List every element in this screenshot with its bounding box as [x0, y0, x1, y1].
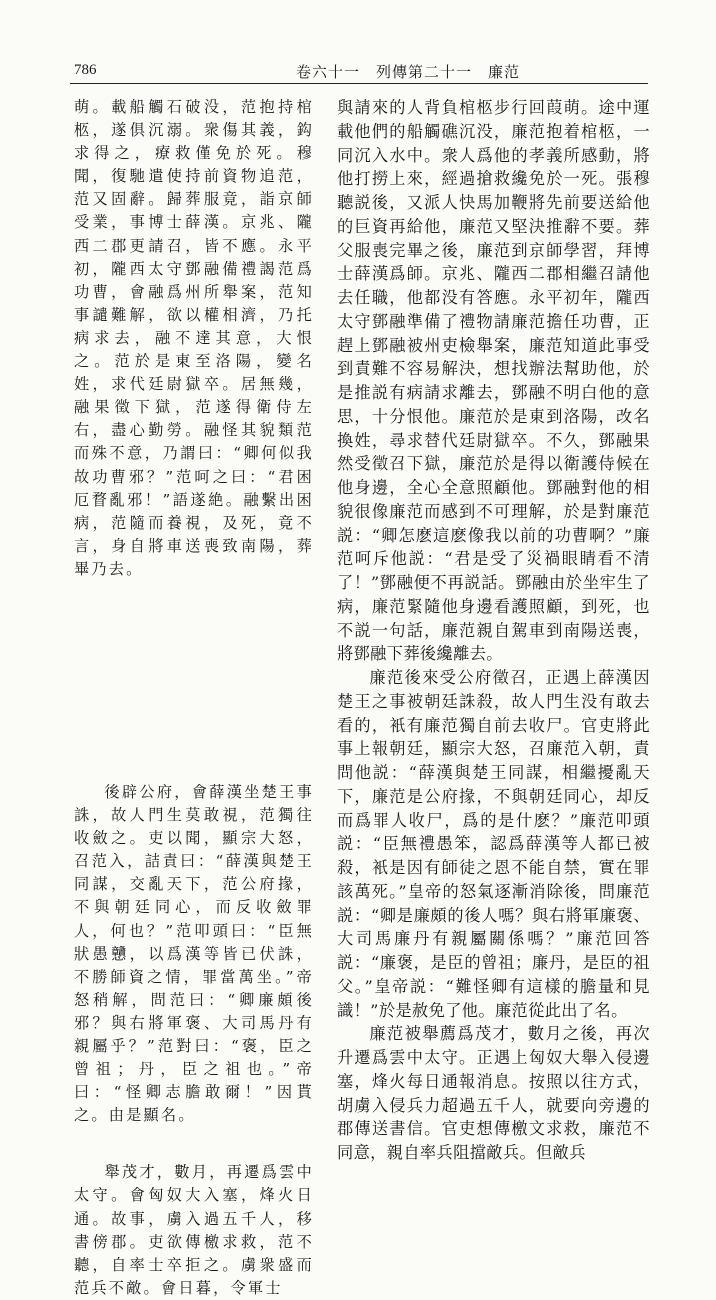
- classical-paragraph-3: 舉茂才，數月，再遷爲雲中太守。會匈奴大入塞，烽火日通。故事，虜入過五千人，移書傍郡。吏欲傳檄求救，范不聽，自率士卒拒之。虜衆盛而范兵不敵。會日暮，令軍士: [74, 1163, 314, 1297]
- header-rule: [70, 83, 648, 84]
- vernacular-text-column: [337, 96, 650, 1165]
- classical-text-column: [74, 96, 314, 1300]
- vernacular-paragraph-2: 廉范後來受公府徵召，正遇上薛漢因楚王之事被朝廷誅殺，故人門生没有敢去看的，衹有廉范獨自前去收尸。官吏將此事上報朝廷，顯宗大怒，召廉范入朝，責問他説：“薛漢與楚王同謀，相繼擾亂天下，廉范是公府掾，不與朝廷同心，却反而爲罪人收尸，爲的是什麽？”廉范叩頭説：“臣無禮愚笨，認爲薛漢等人都已被殺，衹是因有師徒之恩不能自禁，實在罪該萬死。”皇帝的怒氣逐漸消除後，問廉范説：“卿是廉頗的後人嗎？與右將軍廉褒、大司馬廉丹有親屬關係嗎？”廉范回答説：“廉褒，是臣的曾祖；廉丹，是臣的祖父。”皇帝説：“難怪卿有這樣的膽量和見識！”於是赦免了他。廉范從此出了名。: [337, 668, 650, 1020]
- classical-paragraph-1: 萌。載船觸石破没，范抱持棺柩，遂俱沉溺。衆傷其義，鈎求得之，療救僅免於死。穆聞，復馳遣使持前資物追范，范又固辭。歸葬服竟，詣京師受業，事博士薛漢。京兆、隴西二郡更請召，皆不應。永平初，隴西太守鄧融備禮謁范爲功曹，會融爲州所舉案，范知事譴難解，欲以權相濟，乃托病求去，融不達其意，大恨之。范於是東至洛陽，變名姓，求代廷尉獄卒。居無幾，融果徵下獄，范遂得衛侍左右，盡心勤勞。融怪其貌類范而殊不意，乃謂曰：“卿何似我故功曹邪？”范呵之曰：“君困厄瞀亂邪！”語遂絶。融繫出困病，范隨而養視，及死，竟不言，身自將車送喪致南陽，葬畢乃去。: [74, 98, 314, 578]
- page-header: [0, 54, 716, 82]
- classical-paragraph-2: 後辟公府，會薛漢坐楚王事誅，故人門生莫敢視，范獨往收斂之。吏以聞，顯宗大怒，召范入，詰責曰：“薛漢與楚王同謀，交亂天下，范公府掾，不與朝廷同心，而反收斂罪人，何也？”范叩頭曰：“臣無狀愚戇，以爲漢等皆已伏誅，不勝師資之情，罪當萬坐。”帝怒稍解，問范曰：“卿廉頗後邪？與右將軍褒、大司馬丹有親屬乎？”范對曰：“褒，臣之曾祖；丹，臣之祖也。”帝曰：“怪卿志膽敢爾！”因貰之。由是顯名。: [74, 782, 314, 1125]
- running-title: 卷六十一 列傳第二十一 廉范: [296, 63, 521, 81]
- vernacular-paragraph-1: 與請來的人背負棺柩步行回葭萌。途中運載他們的船觸礁沉没，廉范抱着棺柩，一同沉入水中。衆人爲他的孝義所感動，將他打撈上來，經過搶救纔免於一死。張穆聽説後，又派人快馬加鞭將先前要送給他的巨資再給他，廉范又堅決推辭不要。葬父服喪完畢之後，廉范到京師學習，拜博士薛漢爲師。京兆、隴西二郡相繼召請他去任職，他都没有答應。永平初年，隴西太守鄧融準備了禮物請廉范擔任功曹，正趕上鄧融被州吏檢舉案，廉范知道此事受到責難不容易解決，想找辦法幫助他，於是推説有病請求離去，鄧融不明白他的意思，十分恨他。廉范於是東到洛陽，改名換姓，尋求替代廷尉獄卒。不久，鄧融果然受徵召下獄，廉范於是得以衛護侍候在他身邊，全心全意照顧他。鄧融對他的相貌很像廉范而感到不可理解，於是對廉范説：“卿怎麽這麽像我以前的功曹啊？”廉范呵斥他説：“君是受了災禍眼睛看不清了！”鄧融便不再説話。鄧融由於坐牢生了病，廉范緊隨他身邊看護照顧，到死，也不説一句話，廉范親自駕車到南陽送喪，將鄧融下葬後纔離去。: [337, 98, 650, 664]
- vernacular-paragraph-3: 廉范被舉薦爲茂才，數月之後，再次升遷爲雲中太守。正遇上匈奴大舉入侵邊塞，烽火每日通報消息。按照以往方式，胡虜入侵兵力超過五千人，就要向旁邊的郡傳送書信。官吏想傳檄文求救，廉范不同意，親自率兵阻擋敵兵。但敵兵: [337, 1024, 650, 1162]
- page-number: 786: [74, 62, 97, 78]
